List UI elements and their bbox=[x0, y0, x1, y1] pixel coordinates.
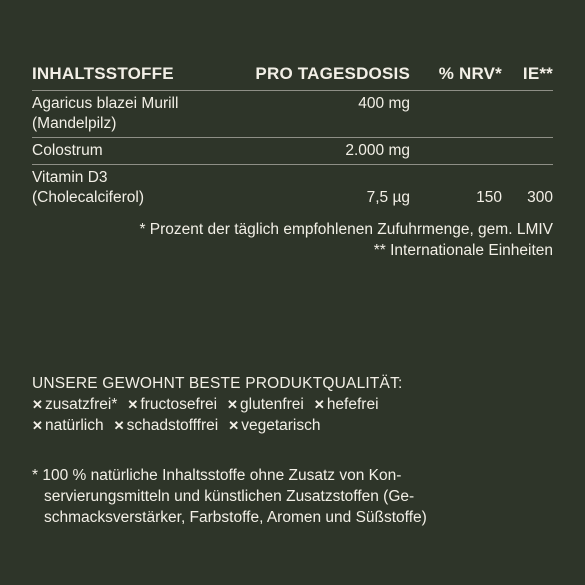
x-icon: ✕ bbox=[32, 418, 43, 433]
x-icon: ✕ bbox=[113, 418, 125, 433]
footnote-line-3: schmacksverstärker, Farbstoffe, Aromen und Süßstoffe) bbox=[44, 509, 427, 526]
ingredient-nrv bbox=[410, 141, 502, 161]
header-ingredients: INHALTSSTOFFE bbox=[32, 64, 174, 83]
ingredient-name: Agaricus blazei Murill (Mandelpilz) bbox=[32, 95, 179, 132]
table-header bbox=[32, 54, 553, 91]
ingredient-nrv bbox=[410, 94, 502, 134]
table-notes bbox=[32, 219, 553, 261]
quality-tags-line-2 bbox=[32, 415, 553, 436]
header-daily-dose: PRO TAGESDOSIS bbox=[255, 64, 410, 83]
quality-tag: ✕ fructosefrei bbox=[127, 396, 218, 413]
quality-tag: ✕ hefefrei bbox=[313, 396, 379, 413]
ingredient-name: Vitamin D3 (Cholecalciferol) bbox=[32, 169, 144, 206]
header-ie: IE** bbox=[522, 64, 553, 83]
table-row bbox=[32, 138, 553, 165]
quality-tag: ✕ zusatzfrei* bbox=[32, 396, 118, 413]
footnote-line-2: servierungsmitteln und künstlichen Zusatzstoffen (Ge- bbox=[44, 488, 415, 505]
footnote bbox=[32, 465, 553, 528]
quality-tag: ✕ schadstofffrei bbox=[113, 417, 219, 434]
ingredient-ie bbox=[502, 94, 553, 134]
ingredient-ie bbox=[502, 141, 553, 161]
x-icon: ✕ bbox=[127, 397, 139, 412]
quality-title: UNSERE GEWOHNT BESTE PRODUKTQUALITÄT: bbox=[32, 375, 403, 392]
quality-tags-line-1 bbox=[32, 394, 553, 415]
ingredient-name: Colostrum bbox=[32, 142, 103, 159]
ingredient-dose: 400 mg bbox=[358, 95, 410, 112]
x-icon: ✕ bbox=[227, 397, 238, 412]
quality-tag: ✕ vegetarisch bbox=[228, 417, 321, 434]
x-icon: ✕ bbox=[32, 397, 43, 412]
note-ie: ** Internationale Einheiten bbox=[373, 242, 553, 259]
table-row bbox=[32, 91, 553, 138]
ingredient-ie: 300 bbox=[527, 189, 553, 206]
table-row bbox=[32, 165, 553, 211]
note-nrv: * Prozent der täglich empfohlenen Zufuhrmenge, gem. LMIV bbox=[139, 221, 553, 238]
nutrition-table bbox=[32, 54, 553, 261]
quality-section bbox=[32, 373, 553, 436]
quality-tag: ✕ natürlich bbox=[32, 417, 104, 434]
footnote-line-1: * 100 % natürliche Inhaltsstoffe ohne Zusatz von Kon- bbox=[32, 467, 402, 484]
ingredient-dose: 2.000 mg bbox=[345, 142, 410, 159]
x-icon: ✕ bbox=[228, 418, 240, 433]
x-icon: ✕ bbox=[313, 397, 325, 412]
quality-tag: ✕ glutenfrei bbox=[227, 396, 304, 413]
ingredient-dose: 7,5 µg bbox=[366, 189, 410, 206]
ingredient-nrv: 150 bbox=[476, 189, 502, 206]
header-nrv: % NRV* bbox=[438, 64, 502, 83]
